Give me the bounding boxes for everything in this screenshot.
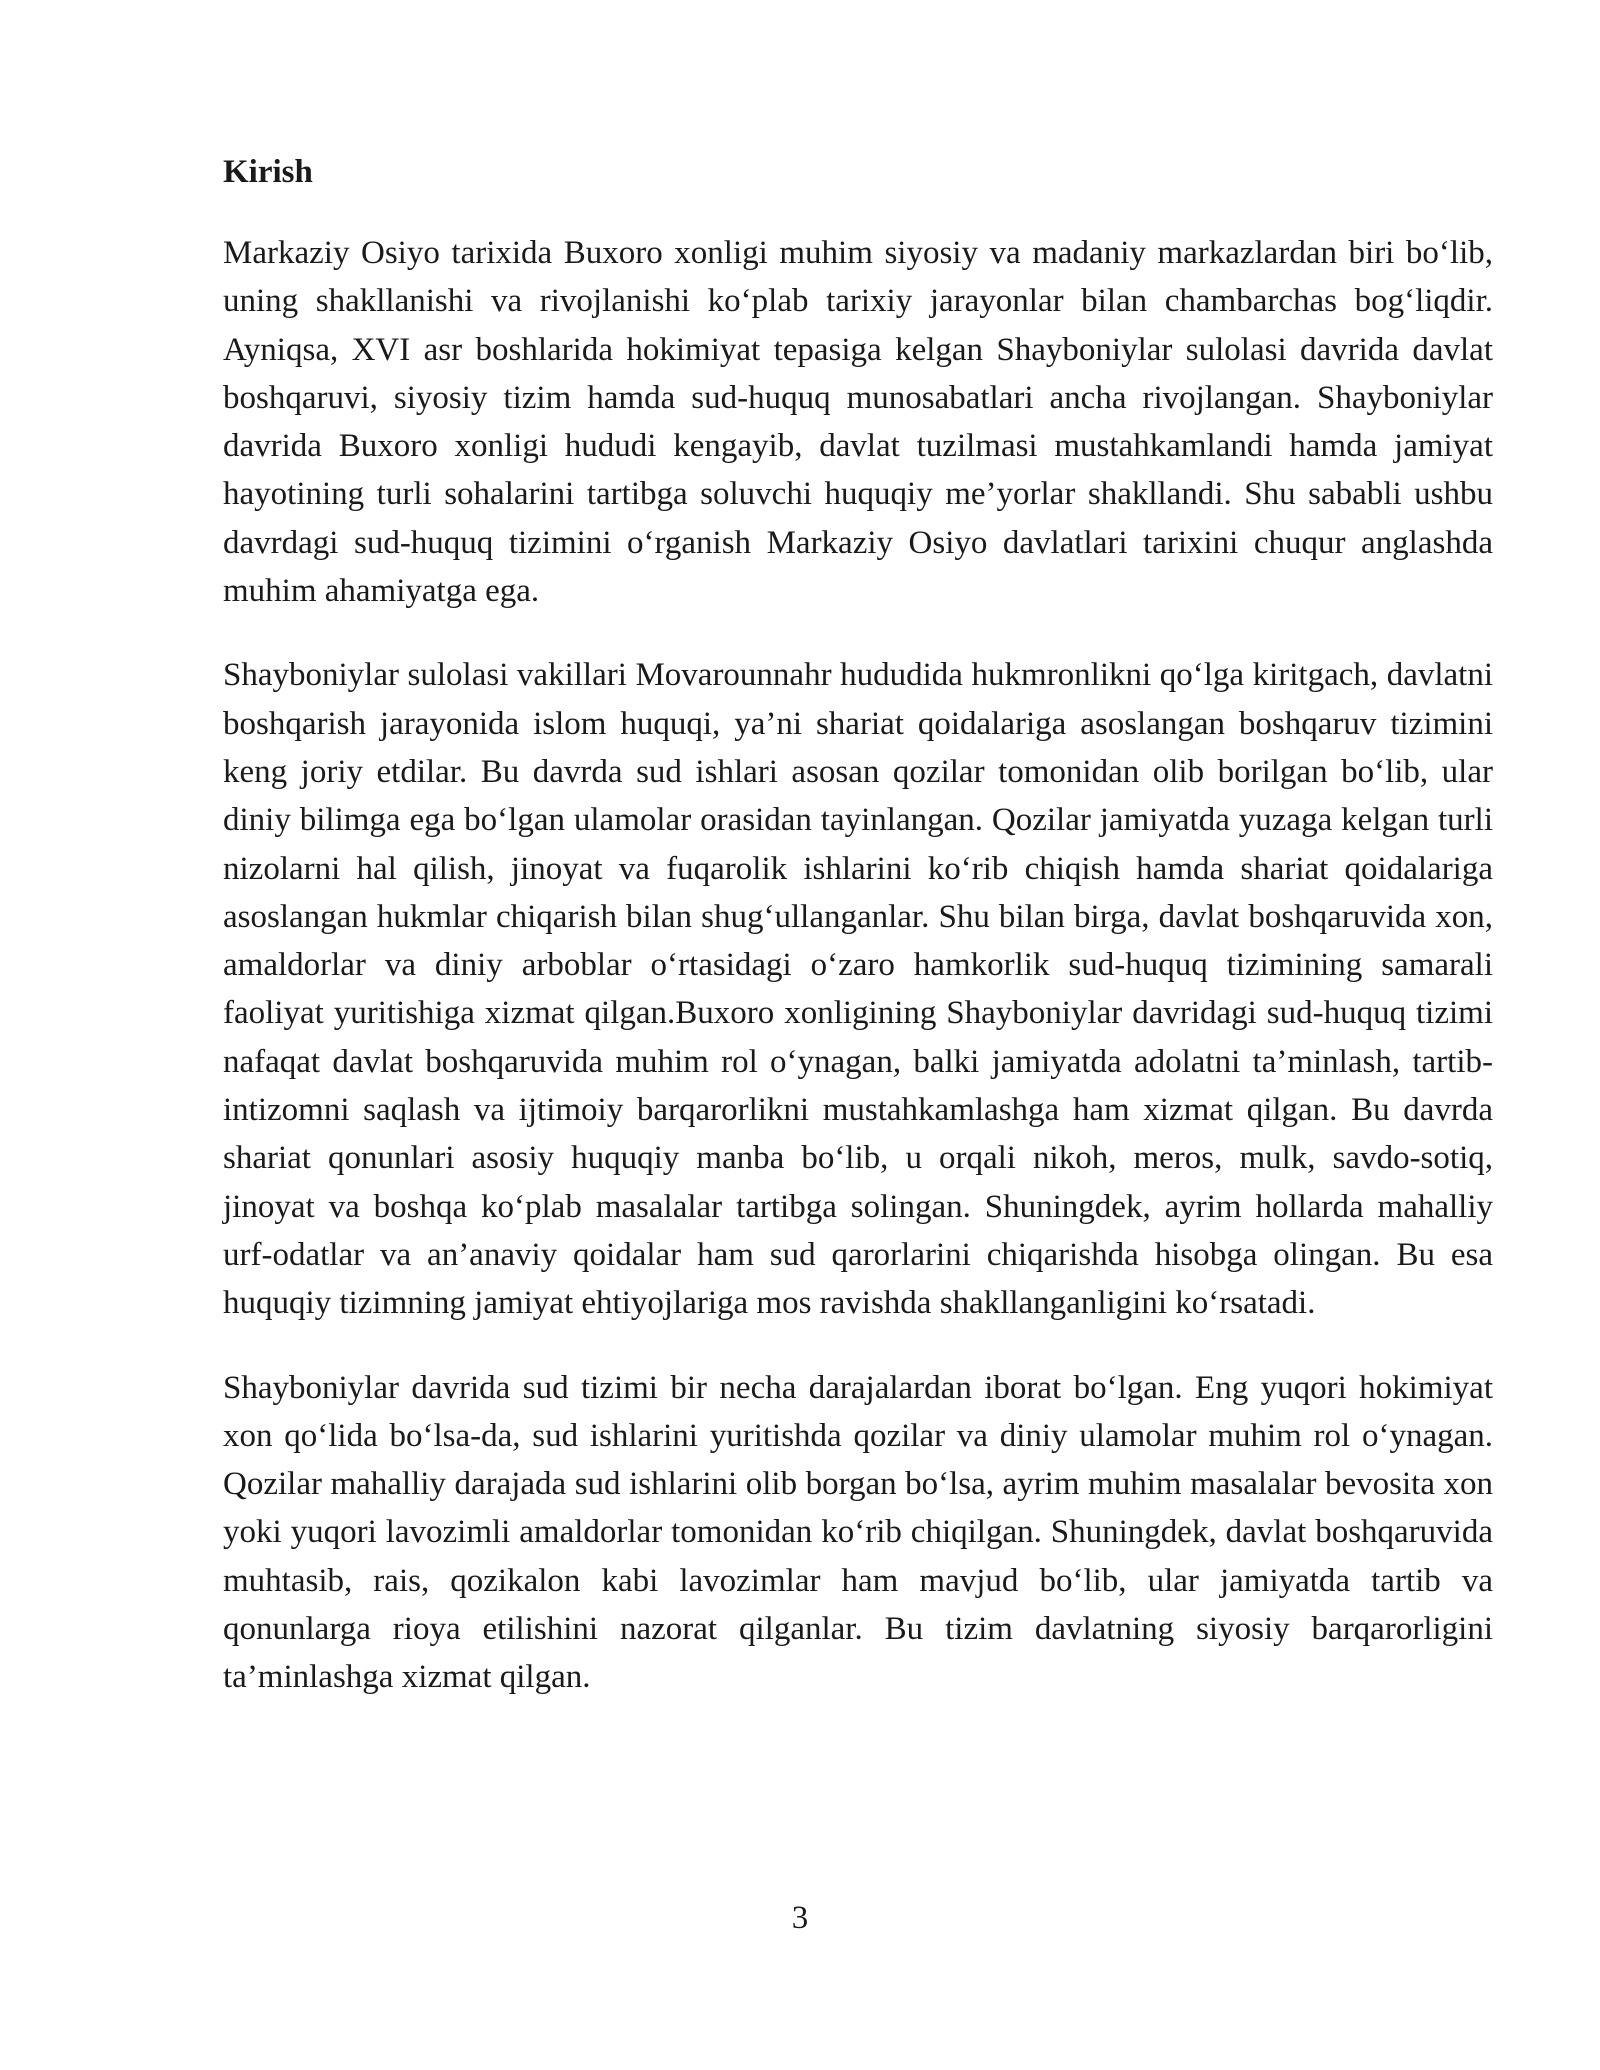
- section-heading: Kirish: [223, 154, 313, 190]
- paragraph-1: Markaziy Osiyo tarixida Buxoro xonligi muhim siyosiy va madaniy markazlardan biri bo‘lib, uning shakllanishi va rivojlanishi ko‘plab tarixiy jarayonlar bilan chambarchas bog‘liqdir. Ayniqsa, XVI asr boshlarida hokimiyat tepasiga kelgan Shayboniylar sulolasi davrida davlat boshqaruvi, siyosiy tizim hamda sud-huquq munosabatlari ancha rivojlangan. Shayboniylar davrida Buxoro xonligi hududi kengayib, davlat tuzilmasi mustahkamlandi hamda jamiyat hayotining turli sohalarini tartibga soluvchi huquqiy me’yorlar shakllandi. Shu sababli ushbu davrdagi sud-huquq tizimini o‘rganish Markaziy Osiyo davlatlari tarixini chuqur anglashda muhim ahamiyatga ega.: [223, 235, 1493, 610]
- page-content: [223, 148, 1493, 1738]
- page-number: 3: [791, 1900, 809, 1936]
- paragraph-2: Shayboniylar sulolasi vakillari Movarounnahr hududida hukmronlikni qo‘lga kiritgach, davlatni boshqarish jarayonida islom huquqi, ya’ni shariat qoidalariga asoslangan boshqaruv tizimini keng joriy etdilar. Bu davrda sud ishlari asosan qozilar tomonidan olib borilgan bo‘lib, ular diniy bilimga ega bo‘lgan ulamolar orasidan tayinlangan. Qozilar jamiyatda yuzaga kelgan turli nizolarni hal qilish, jinoyat va fuqarolik ishlarini ko‘rib chiqish hamda shariat qoidalariga asoslangan hukmlar chiqarish bilan shug‘ullanganlar. Shu bilan birga, davlat boshqaruvida xon, amaldorlar va diniy arboblar o‘rtasidagi o‘zaro hamkorlik sud-huquq tizimining samarali faoliyat yuritishiga xizmat qilgan.Buxoro xonligining Shayboniylar davridagi sud-huquq tizimi nafaqat davlat boshqaruvida muhim rol o‘ynagan, balki jamiyatda adolatni ta’minlash, tartib-intizomni saqlash va ijtimoiy barqarorlikni mustahkamlashga ham xizmat qilgan. Bu davrda shariat qonunlari asosiy huquqiy manba bo‘lib, u orqali nikoh, meros, mulk, savdo-sotiq, jinoyat va boshqa ko‘plab masalalar tartibga solingan. Shuningdek, ayrim hollarda mahalliy urf-odatlar va an’anaviy qoidalar ham sud qarorlarini chiqarishda hisobga olingan. Bu esa huquqiy tizimning jamiyat ehtiyojlariga mos ravishda shakllanganligini ko‘rsatadi.: [223, 657, 1493, 1322]
- paragraph-3: Shayboniylar davrida sud tizimi bir necha darajalardan iborat bo‘lgan. Eng yuqori hokimiyat xon qo‘lida bo‘lsa-da, sud ishlarini yuritishda qozilar va diniy ulamolar muhim rol o‘ynagan. Qozilar mahalliy darajada sud ishlarini olib borgan bo‘lsa, ayrim muhim masalalar bevosita xon yoki yuqori lavozimli amaldorlar tomonidan ko‘rib chiqilgan. Shuningdek, davlat boshqaruvida muhtasib, rais, qozikalon kabi lavozimlar ham mavjud bo‘lib, ular jamiyatda tartib va qonunlarga rioya etilishini nazorat qilganlar. Bu tizim davlatning siyosiy barqarorligini ta’minlashga xizmat qilgan.: [223, 1369, 1493, 1696]
